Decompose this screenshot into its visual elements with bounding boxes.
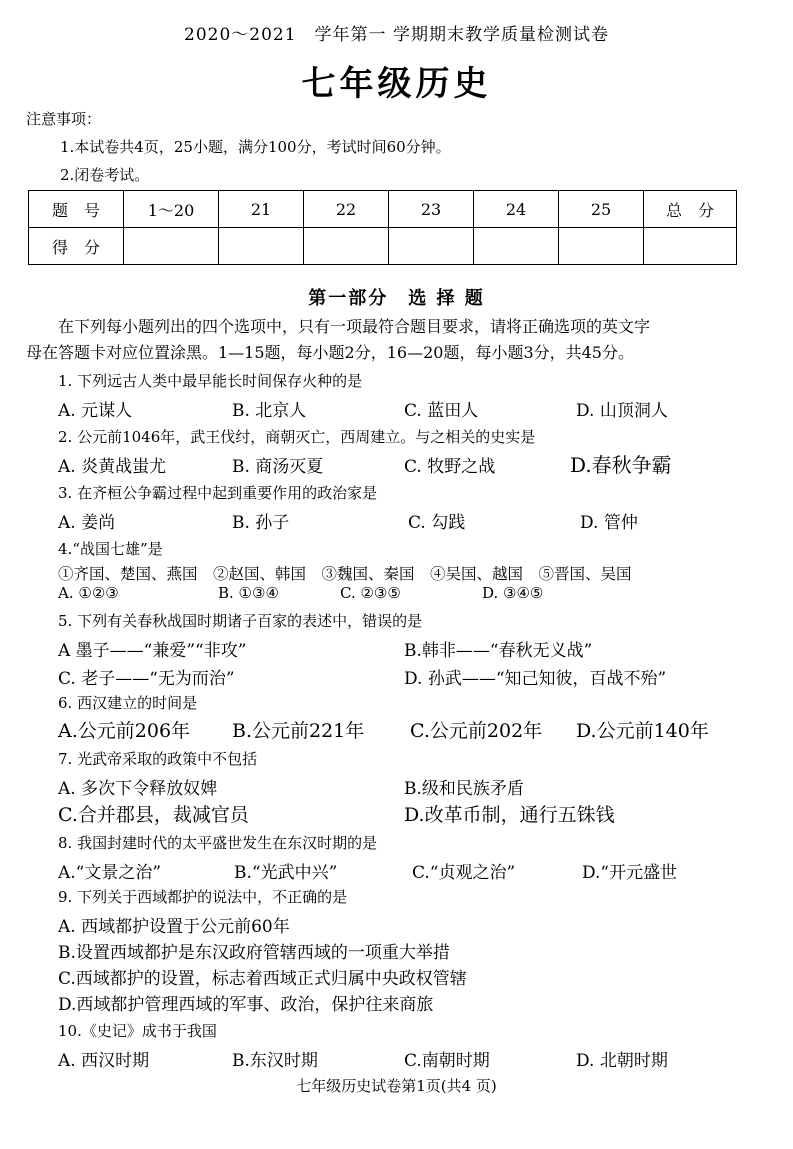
question-stem: 10.《史记》成书于我国 xyxy=(58,1022,217,1040)
option: B.公元前221年 xyxy=(232,720,365,742)
notes-heading: 注意事项： xyxy=(26,110,102,128)
option: B.东汉时期 xyxy=(232,1051,318,1071)
score-cell: 24 xyxy=(474,191,559,228)
score-cell: 题 号 xyxy=(29,191,124,228)
question-stem: 5. 下列有关春秋战国时期诸子百家的表述中，错误的是 xyxy=(58,612,423,630)
option: D. 孙武——“知己知彼，百战不殆” xyxy=(404,669,667,689)
score-cell: 25 xyxy=(559,191,644,228)
option: D. 管仲 xyxy=(580,513,638,533)
option: C. 勾践 xyxy=(408,513,466,533)
option: B. ①③④ xyxy=(218,584,279,602)
option: A. 元谋人 xyxy=(58,401,133,421)
option: A. ①②③ xyxy=(58,584,119,602)
option: C. 牧野之战 xyxy=(404,457,496,477)
question-stem: 3. 在齐桓公争霸过程中起到重要作用的政治家是 xyxy=(58,484,378,502)
score-cell: 22 xyxy=(304,191,389,228)
option: B.“光武中兴” xyxy=(234,863,338,883)
question-stem: 2. 公元前1046年，武王伐纣，商朝灭亡，西周建立。与之相关的史实是 xyxy=(58,428,536,446)
exam-subtitle: 2020～2021 学年第一 学期期末教学质量检测试卷 xyxy=(184,25,609,45)
question-stem: 6. 西汉建立的时间是 xyxy=(58,694,198,712)
option: C.南朝时期 xyxy=(404,1051,490,1071)
option: D.春秋争霸 xyxy=(570,453,672,477)
option: D. ③④⑤ xyxy=(482,584,544,602)
score-cell: 1～20 xyxy=(124,191,219,228)
score-blank-cell[interactable] xyxy=(219,228,304,265)
score-row-label: 得 分 xyxy=(29,228,124,265)
score-blank-cell[interactable] xyxy=(124,228,219,265)
option: C.西域都护的设置，标志着西域正式归属中央政权管辖 xyxy=(58,969,467,989)
option: A. 姜尚 xyxy=(58,513,116,533)
option: C.合并郡县，裁减官员 xyxy=(58,804,249,826)
option: D.改革币制，通行五铢钱 xyxy=(404,804,615,826)
option: C. 蓝田人 xyxy=(404,401,479,421)
option: B.设置西域都护是东汉政府管辖西域的一项重大举措 xyxy=(58,943,450,963)
question-stem: 8. 我国封建时代的太平盛世发生在东汉时期的是 xyxy=(58,834,378,852)
option: A.“文景之治” xyxy=(58,863,162,883)
score-cell: 21 xyxy=(219,191,304,228)
option: B.韩非——“春秋无义战” xyxy=(404,641,593,661)
section-heading: 第一部分 选 择 题 xyxy=(308,288,485,309)
score-blank-cell[interactable] xyxy=(644,228,737,265)
option: A.公元前206年 xyxy=(58,720,191,742)
option: B.级和民族矛盾 xyxy=(404,779,524,799)
option: C. 老子——“无为而治” xyxy=(58,669,235,689)
question-stem: 9. 下列关于西域都护的说法中，不正确的是 xyxy=(58,888,348,906)
question-stem: 4.“战国七雄”是 xyxy=(58,540,163,558)
option: B. 商汤灭夏 xyxy=(232,457,324,477)
score-blank-cell[interactable] xyxy=(474,228,559,265)
option: A. 西域都护设置于公元前60年 xyxy=(58,917,290,937)
option: C.公元前202年 xyxy=(410,720,543,742)
score-blank-cell[interactable] xyxy=(304,228,389,265)
notes-item: 1.本试卷共4页，25小题，满分100分，考试时间60分钟。 xyxy=(60,138,451,156)
score-table-score-row xyxy=(29,228,737,265)
score-blank-cell[interactable] xyxy=(559,228,644,265)
option: B. 孙子 xyxy=(232,513,290,533)
option: D.“开元盛世 xyxy=(582,863,678,883)
question-stem: 1. 下列远古人类中最早能长时间保存火种的是 xyxy=(58,372,363,390)
option: B. 北京人 xyxy=(232,401,307,421)
option: D.西域都护管理西域的军事、政治，保护往来商旅 xyxy=(58,995,434,1015)
question-stem: 7. 光武帝采取的政策中不包括 xyxy=(58,750,258,768)
score-cell: 总 分 xyxy=(644,191,737,228)
option: D. 山顶洞人 xyxy=(576,401,668,421)
page-footer: 七年级历史试卷第1页(共4 页) xyxy=(296,1077,497,1095)
option: D.公元前140年 xyxy=(576,720,709,742)
section-instructions: 母在答题卡对应位置涂黑。1—15题，每小题2分，16—20题，每小题3分，共45分。 xyxy=(26,343,634,362)
question-choices: ①齐国、楚国、燕国 ②赵国、韩国 ③魏国、秦国 ④吴国、越国 ⑤晋国、吴国 xyxy=(58,565,632,583)
score-cell: 23 xyxy=(389,191,474,228)
option: D. 北朝时期 xyxy=(576,1051,668,1071)
score-table xyxy=(28,190,737,265)
score-table-header-row xyxy=(29,191,737,228)
section-instructions: 在下列每小题列出的四个选项中，只有一项最符合题目要求，请将正确选项的英文字 xyxy=(58,317,651,336)
notes-item: 2.闭卷考试。 xyxy=(60,166,150,184)
score-blank-cell[interactable] xyxy=(389,228,474,265)
exam-title: 七年级历史 xyxy=(301,64,492,104)
option: A. 多次下令释放奴婢 xyxy=(58,779,218,799)
option: C.“贞观之治” xyxy=(412,863,516,883)
option: C. ②③⑤ xyxy=(340,584,401,602)
option: A. 西汉时期 xyxy=(58,1051,150,1071)
option: A 墨子——“兼爱”“非攻” xyxy=(58,641,247,661)
option: A. 炎黄战蚩尤 xyxy=(58,457,167,477)
